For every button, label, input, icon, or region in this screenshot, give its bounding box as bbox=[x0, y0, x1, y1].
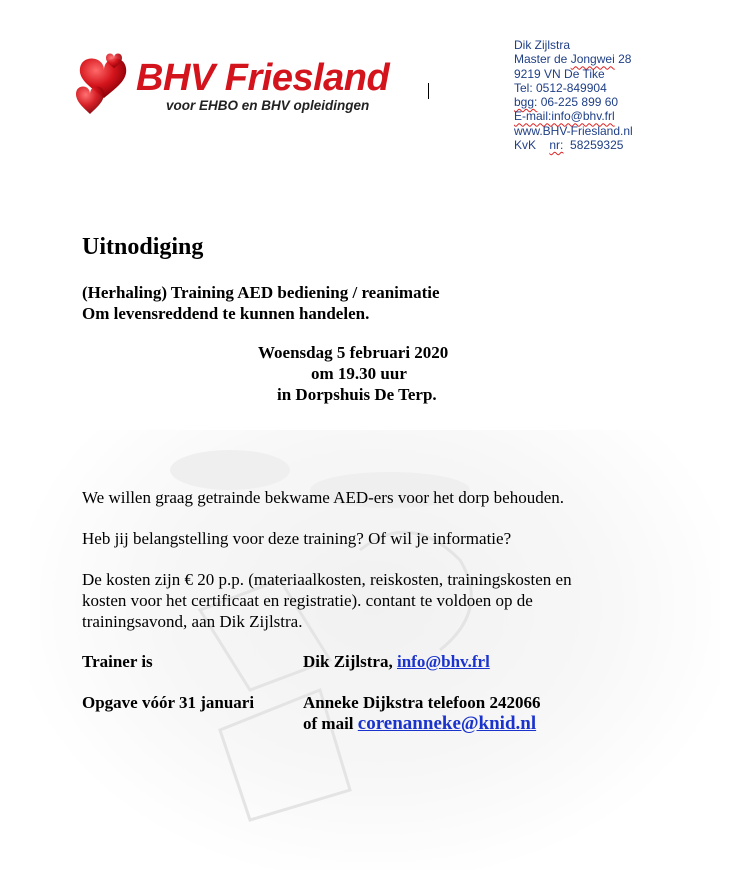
paragraph-3-line-3: trainingsavond, aan Dik Zijlstra. bbox=[82, 612, 303, 631]
signup-mail-line bbox=[303, 713, 541, 734]
text-cursor bbox=[428, 83, 429, 99]
trainer-label: Trainer is bbox=[82, 652, 153, 671]
page-title: Uitnodiging bbox=[82, 234, 204, 260]
street-number: 28 bbox=[618, 52, 632, 67]
trainer-value bbox=[303, 651, 490, 672]
subtitle-line-2: Om levensreddend te kunnen handelen. bbox=[82, 304, 370, 323]
signup-row bbox=[82, 692, 642, 738]
paragraph-3 bbox=[82, 569, 642, 632]
signup-value bbox=[303, 692, 541, 734]
kvk-label: KvK bbox=[514, 138, 537, 153]
signup-email-link[interactable]: corenanneke@knid.nl bbox=[357, 713, 537, 734]
trainer-email-link[interactable]: info@bhv.frl bbox=[396, 652, 490, 671]
event-date: Woensdag 5 februari 2020 bbox=[258, 343, 449, 362]
event-location: in Dorpshuis De Terp. bbox=[277, 385, 437, 404]
street-prefix: Master de bbox=[514, 52, 568, 67]
street-name: Jongwei bbox=[570, 52, 615, 67]
bgg-label: bgg: bbox=[514, 95, 538, 110]
kvk-number: 58259325 bbox=[570, 138, 624, 153]
company-logo bbox=[74, 50, 414, 122]
contact-block bbox=[514, 38, 714, 152]
contact-name: Dik Zijlstra bbox=[514, 38, 570, 52]
paragraph-3-line-2: kosten voor het certificaat en registratie). contant te voldoen op de bbox=[82, 591, 533, 610]
signup-mail-prefix: of mail bbox=[303, 714, 354, 733]
event-time: om 19.30 uur bbox=[311, 364, 407, 383]
trainer-row bbox=[82, 651, 642, 673]
contact-kvk bbox=[514, 138, 714, 152]
signup-contact: Anneke Dijkstra telefoon 242066 bbox=[303, 693, 541, 712]
contact-street bbox=[514, 52, 714, 66]
contact-website[interactable]: www.BHV-Friesland.nl bbox=[514, 123, 633, 138]
trainer-name: Dik Zijlstra, bbox=[303, 652, 393, 671]
signup-label: Opgave vóór 31 januari bbox=[82, 693, 255, 712]
contact-city: 9219 VN De Tike bbox=[514, 66, 605, 81]
subtitle-block bbox=[82, 282, 440, 324]
paragraph-2: Heb jij belangstelling voor deze training? Of wil je informatie? bbox=[82, 529, 512, 548]
logo-tagline: voor EHBO en BHV opleidingen bbox=[166, 98, 370, 113]
logo-brand-name: BHV Friesland bbox=[136, 57, 390, 99]
subtitle-line-1: (Herhaling) Training AED bediening / reanimatie bbox=[82, 283, 440, 302]
bgg-number: 06-225 899 60 bbox=[540, 95, 619, 110]
paragraph-1: We willen graag getrainde bekwame AED-ers voor het dorp behouden. bbox=[82, 488, 565, 507]
event-details bbox=[0, 342, 734, 405]
kvk-nr-label: nr: bbox=[549, 138, 564, 153]
paragraph-3-line-1: De kosten zijn € 20 p.p. (materiaalkosten, reiskosten, trainingskosten en bbox=[82, 570, 572, 589]
contact-tel: Tel: 0512-849904 bbox=[514, 80, 607, 95]
contact-email[interactable]: E-mail:info@bhv.frl bbox=[514, 109, 615, 124]
hearts-icon bbox=[74, 50, 138, 122]
contact-bgg bbox=[514, 95, 714, 109]
